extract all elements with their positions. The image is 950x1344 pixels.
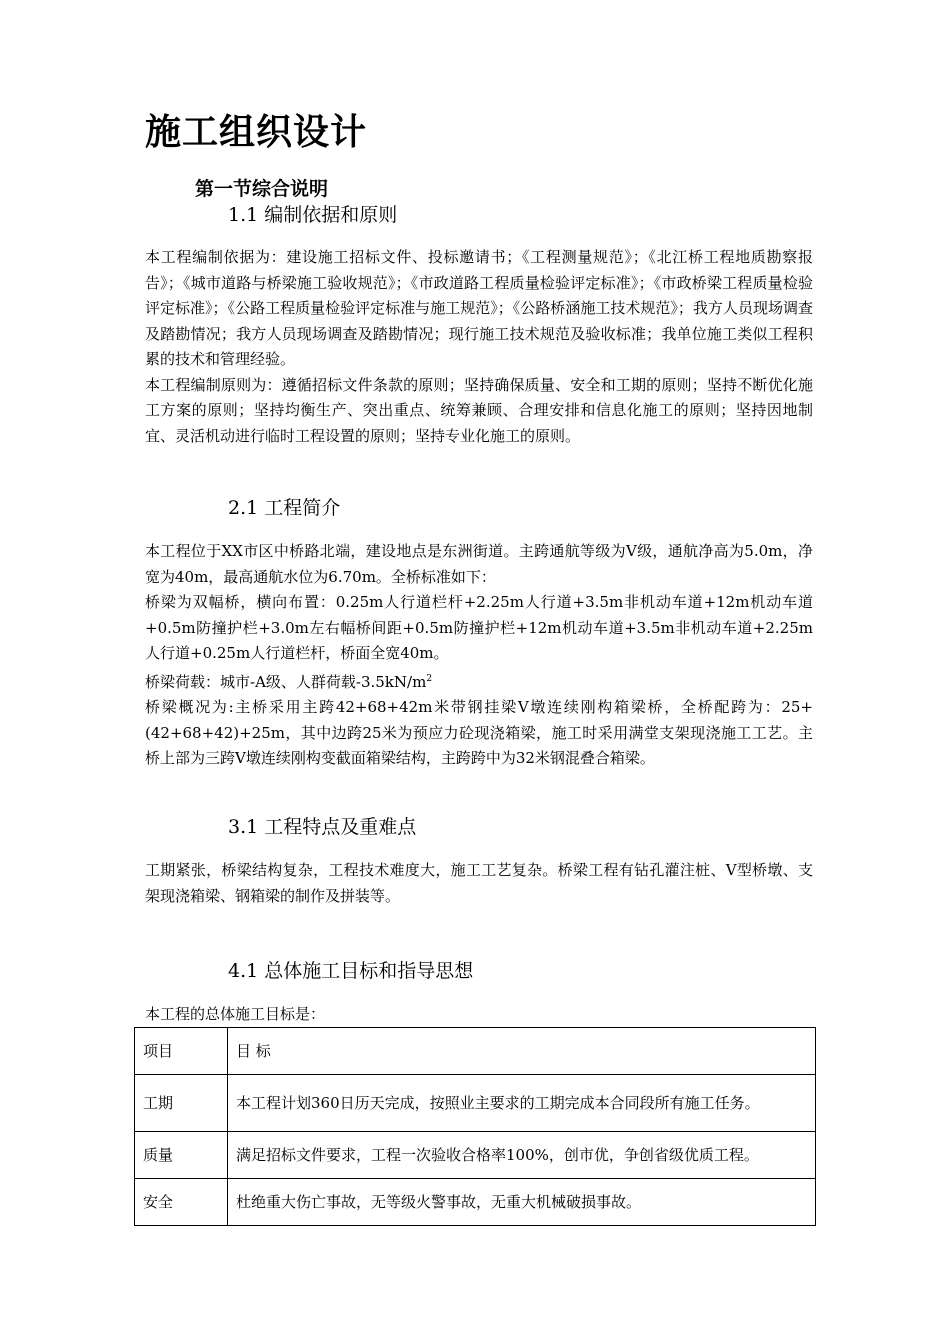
- table-cell: 本工程计划360日历天完成，按照业主要求的工期完成本合同段所有施工任务。: [228, 1075, 816, 1132]
- paragraph: 本工程编制原则为：遵循招标文件条款的原则；坚持确保质量、安全和工期的原则；坚持不断优化施工方案的原则；坚持均衡生产、突出重点、统筹兼顾、合理安排和信息化施工的原则；坚持因地制宜、灵活机动进行临时工程设置的原则；坚持专业化施工的原则。: [145, 375, 813, 445]
- table-header-cell: 目 标: [228, 1028, 816, 1075]
- table-row: [135, 1179, 816, 1226]
- table-header-cell: 项目: [135, 1028, 228, 1075]
- section-heading-1-1: 1.1 编制依据和原则: [228, 204, 398, 226]
- chapter-heading: 第一节综合说明: [195, 178, 329, 200]
- table-cell: 质量: [135, 1132, 228, 1179]
- section-body-2-1: [145, 539, 813, 772]
- paragraph: 本工程位于XX市区中桥路北端，建设地点是东洲街道。主跨通航等级为V级，通航净高为5.0m，净宽为40m，最高通航水位为6.70m。全桥标准如下：: [145, 542, 813, 586]
- table-row: [135, 1075, 816, 1132]
- paragraph: 工期紧张，桥梁结构复杂，工程技术难度大，施工工艺复杂。桥梁工程有钻孔灌注桩、V型桥墩、支架现浇箱梁、钢箱梁的制作及拼装等。: [145, 861, 813, 905]
- paragraph: 本工程编制依据为：建设施工招标文件、投标邀请书；《工程测量规范》；《北江桥工程地质勘察报告》；《城市道路与桥梁施工验收规范》；《市政道路工程质量检验评定标准》；《市政桥梁工程质量检验评定标准》；《公路工程质量检验评定标准与施工规范》；《公路桥涵施工技术规范》；我方人员现场调查及踏勘情况；我方人员现场调查及踏勘情况；现行施工技术规范及验收标准；我单位施工类似工程积累的技术和管理经验。: [145, 248, 813, 368]
- table-cell: 安全: [135, 1179, 228, 1226]
- goals-table: [134, 1027, 816, 1226]
- section-heading-2-1: 2.1 工程简介: [228, 497, 341, 519]
- paragraph: [145, 667, 813, 696]
- section-body-3-1: [145, 858, 813, 909]
- document-title: 施工组织设计: [145, 111, 368, 153]
- table-cell: 工期: [135, 1075, 228, 1132]
- paragraph: 本工程的总体施工目标是：: [145, 1005, 326, 1023]
- paragraph: 桥梁为双幅桥，横向布置：0.25m人行道栏杆+2.25m人行道+3.5m非机动车道+12m机动车道+0.5m防撞护栏+3.0m左右幅桥间距+0.5m防撞护栏+12m机动车道+3.5m非机动车道+2.25m人行道+0.25m人行道栏杆，桥面全宽40m。: [145, 593, 813, 662]
- table-cell: 杜绝重大伤亡事故，无等级火警事故，无重大机械破损事故。: [228, 1179, 816, 1226]
- superscript: 2: [426, 673, 433, 684]
- table-cell: 满足招标文件要求，工程一次验收合格率100%，创市优，争创省级优质工程。: [228, 1132, 816, 1179]
- paragraph: 桥梁概况为:主桥采用主跨42+68+42m米带钢挂梁V墩连续刚构箱梁桥，全桥配跨为：25+(42+68+42)+25m，其中边跨25米为预应力砼现浇箱梁，施工时采用满堂支架现浇施工工艺。主桥上部为三跨V墩连续刚构变截面箱梁结构，主跨跨中为32米钢混叠合箱梁。: [145, 698, 813, 767]
- load-text: 桥梁荷载：城市-A级、人群荷载-3.5kN/m: [145, 672, 427, 691]
- section-body-1-1: [145, 245, 813, 449]
- section-heading-4-1: 4.1 总体施工目标和指导思想: [228, 960, 474, 982]
- table-row: [135, 1132, 816, 1179]
- section-heading-3-1: 3.1 工程特点及重难点: [228, 816, 417, 838]
- section-body-4-1: [145, 1002, 813, 1028]
- table-header-row: [135, 1028, 816, 1075]
